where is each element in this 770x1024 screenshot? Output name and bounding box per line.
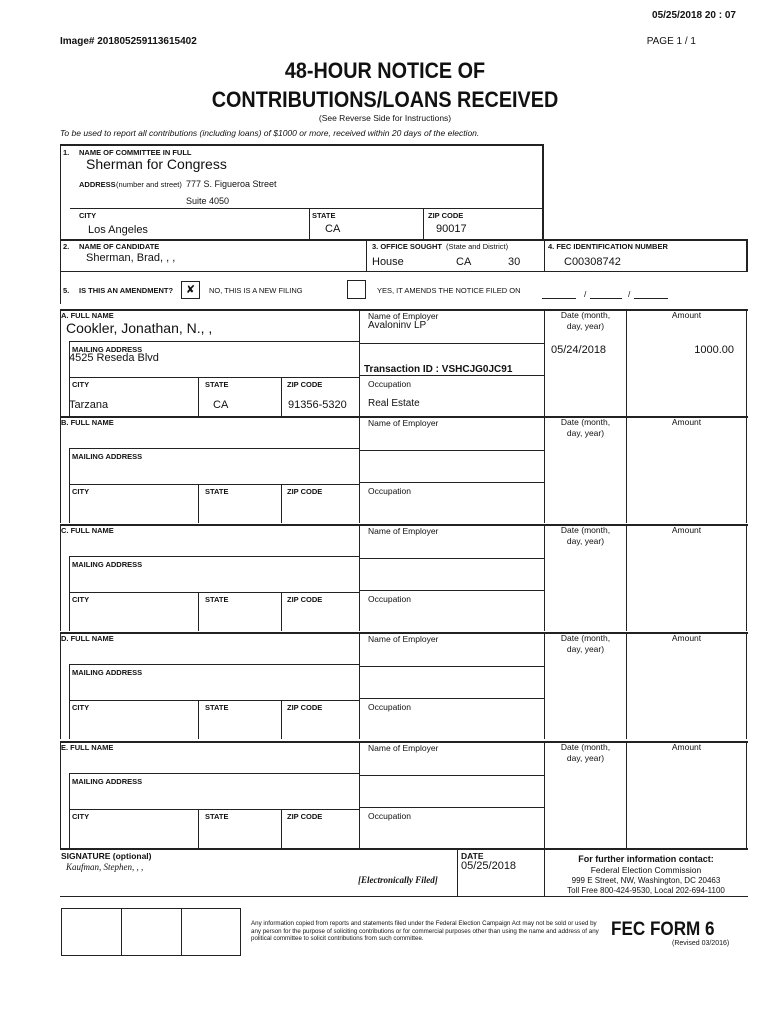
image-id: Image# 201805259113615402 [60, 36, 197, 47]
entry-city-label: CITY [72, 595, 90, 604]
entry-employer-label: Name of Employer [368, 418, 439, 428]
committee-city: Los Angeles [88, 224, 148, 236]
committee-street: 777 S. Figueroa Street [186, 179, 277, 189]
amends-checkbox[interactable] [347, 280, 366, 299]
candidate-num: 2. [63, 242, 70, 251]
office-state: CA [456, 256, 472, 268]
entry-amount-label: Amount [671, 417, 702, 427]
entry-city: Tarzana [69, 399, 109, 411]
entry-zip-label: ZIP CODE [287, 703, 323, 712]
entry-occupation-label: Occupation [368, 486, 411, 496]
entry-occupation-label: Occupation [368, 594, 411, 604]
entry-date-label: Date (month, [560, 633, 611, 643]
entry-amount-label: Amount [671, 633, 702, 643]
entry-amount-label: Amount [671, 525, 702, 535]
form-title-line1: 48-HOUR NOTICE OF [284, 58, 486, 83]
signature-name: Kaufman, Stephen, , , [66, 862, 144, 872]
amend-date-sep1: / [584, 289, 587, 299]
committee-zip: 90017 [436, 223, 467, 235]
entry-name-label: D. FULL NAME [61, 634, 114, 643]
entry-name-label: C. FULL NAME [61, 526, 114, 535]
entry-mailing-label: MAILING ADDRESS [72, 452, 143, 461]
committee-address-label: ADDRESS [79, 180, 116, 189]
entry-state-label: STATE [205, 380, 229, 389]
entry-mailing-label: MAILING ADDRESS [72, 345, 143, 354]
committee-city-label: CITY [79, 211, 97, 220]
entry-employer-label: Name of Employer [368, 634, 439, 644]
committee-address-sub: (number and street) [116, 180, 182, 189]
entry-address: 4525 Reseda Blvd [69, 352, 159, 364]
entry-zip-label: ZIP CODE [287, 487, 323, 496]
entry-transaction-id: Transaction ID : VSHCJG0JC91 [364, 364, 513, 375]
form-instructions: To be used to report all contributions (including loans) of $1000 or more, received within 20 days of the election. [60, 128, 480, 138]
entry-zip: 91356-5320 [288, 399, 347, 411]
form-revised: (Revised 03/2016) [672, 940, 730, 947]
entry-zip-label: ZIP CODE [287, 812, 323, 821]
committee-suite: Suite 4050 [186, 196, 230, 206]
entry-state-label: STATE [205, 812, 229, 821]
new-filing-checkbox[interactable]: ✘ [181, 281, 200, 299]
entry-date-label2: day, year) [566, 753, 605, 763]
entry-occupation-label: Occupation [368, 811, 411, 821]
committee-name: Sherman for Congress [86, 156, 227, 172]
amend-date-sep2: / [628, 289, 631, 299]
contact-title: For further information contact: [578, 854, 714, 864]
entry-zip-label: ZIP CODE [287, 380, 323, 389]
office-label-sub: (State and District) [446, 242, 509, 251]
amendment-label: IS THIS AN AMENDMENT? [79, 286, 174, 295]
office-district: 30 [508, 256, 521, 268]
contact-line3: Toll Free 800-424-9530, Local 202-694-1100 [567, 886, 725, 895]
new-filing-label: NO, THIS IS A NEW FILING [209, 286, 303, 295]
entry-full-name: Cookler, Jonathan, N., , [66, 320, 213, 336]
signature-label: SIGNATURE (optional) [61, 851, 152, 861]
form-title-line2: CONTRIBUTIONS/LOANS RECEIVED [211, 87, 559, 112]
entry-employer-label: Name of Employer [368, 743, 439, 753]
entry-date-label: Date (month, [560, 742, 611, 752]
entry-mailing-label: MAILING ADDRESS [72, 668, 143, 677]
entry-date-label: Date (month, [560, 417, 611, 427]
fec-id-label: 4. FEC IDENTIFICATION NUMBER [548, 242, 668, 251]
form-name: FEC FORM 6 [611, 919, 715, 940]
amendment-num: 5. [63, 286, 70, 295]
committee-state-label: STATE [312, 211, 336, 220]
contact-line1: Federal Election Commission [590, 865, 702, 875]
candidate-name: Sherman, Brad, , , [86, 252, 176, 264]
entry-mailing-label: MAILING ADDRESS [72, 560, 143, 569]
entry-name-label: A. FULL NAME [61, 311, 114, 320]
entry-amount-label: Amount [671, 742, 702, 752]
entry-state-label: STATE [205, 487, 229, 496]
entry-date-label: Date (month, [560, 525, 611, 535]
form-subtitle: (See Reverse Side for Instructions) [318, 113, 452, 123]
header-datetime: 05/25/2018 20 : 07 [652, 10, 736, 21]
office-sought: House [372, 256, 404, 268]
committee-num: 1. [63, 148, 70, 157]
entry-occupation-label: Occupation [368, 702, 411, 712]
office-use-box [61, 908, 241, 956]
entry-state-label: STATE [205, 703, 229, 712]
entry-mailing-label: MAILING ADDRESS [72, 777, 143, 786]
entry-date-label2: day, year) [566, 644, 605, 654]
entry-occupation: Real Estate [368, 398, 420, 409]
entry-city-label: CITY [72, 487, 90, 496]
footer-notice: Any information copied from reports and statements filed under the Federal Election Campaign Act may not be sold or used by any person for the purpose of soliciting contributions or for commercial purposes other than using the name and address of any political committee to solicit contributions from such committee. [251, 920, 599, 943]
entry-city-label: CITY [72, 812, 90, 821]
fec-id-value: C00308742 [564, 256, 621, 268]
amends-label: YES, IT AMENDS THE NOTICE FILED ON [377, 286, 521, 295]
contact-line2: 999 E Street, NW, Washington, DC 20463 [571, 876, 721, 885]
committee-zip-label: ZIP CODE [428, 211, 464, 220]
entry-date: 05/24/2018 [551, 344, 607, 356]
entry-date-label2: day, year) [566, 428, 605, 438]
entry-date-label2: day, year) [566, 321, 605, 331]
committee-name-label: NAME OF COMMITTEE IN FULL [79, 148, 192, 157]
committee-state: CA [325, 223, 341, 235]
entry-state-label: STATE [205, 595, 229, 604]
page-number: PAGE 1 / 1 [646, 36, 696, 47]
entry-state: CA [213, 399, 229, 411]
entry-employer: Avaloninv LP [368, 320, 427, 331]
entry-city-label: CITY [72, 703, 90, 712]
entry-date-label: Date (month, [560, 310, 611, 320]
entry-name-label: B. FULL NAME [61, 418, 114, 427]
entry-amount: 1000.00 [694, 344, 734, 356]
entry-employer-label: Name of Employer [368, 311, 439, 321]
entry-name-label: E. FULL NAME [61, 743, 114, 752]
signature-date: 05/25/2018 [461, 860, 517, 872]
office-label: 3. OFFICE SOUGHT [372, 242, 443, 251]
entry-occupation-label: Occupation [368, 379, 411, 389]
candidate-label: NAME OF CANDIDATE [79, 242, 160, 251]
entry-amount-label: Amount [671, 310, 702, 320]
electronically-filed: [Electronically Filed] [358, 875, 438, 885]
entry-employer-label: Name of Employer [368, 526, 439, 536]
signature-date-label: DATE [461, 851, 484, 861]
entry-city-label: CITY [72, 380, 90, 389]
entry-date-label2: day, year) [566, 536, 605, 546]
entry-zip-label: ZIP CODE [287, 595, 323, 604]
